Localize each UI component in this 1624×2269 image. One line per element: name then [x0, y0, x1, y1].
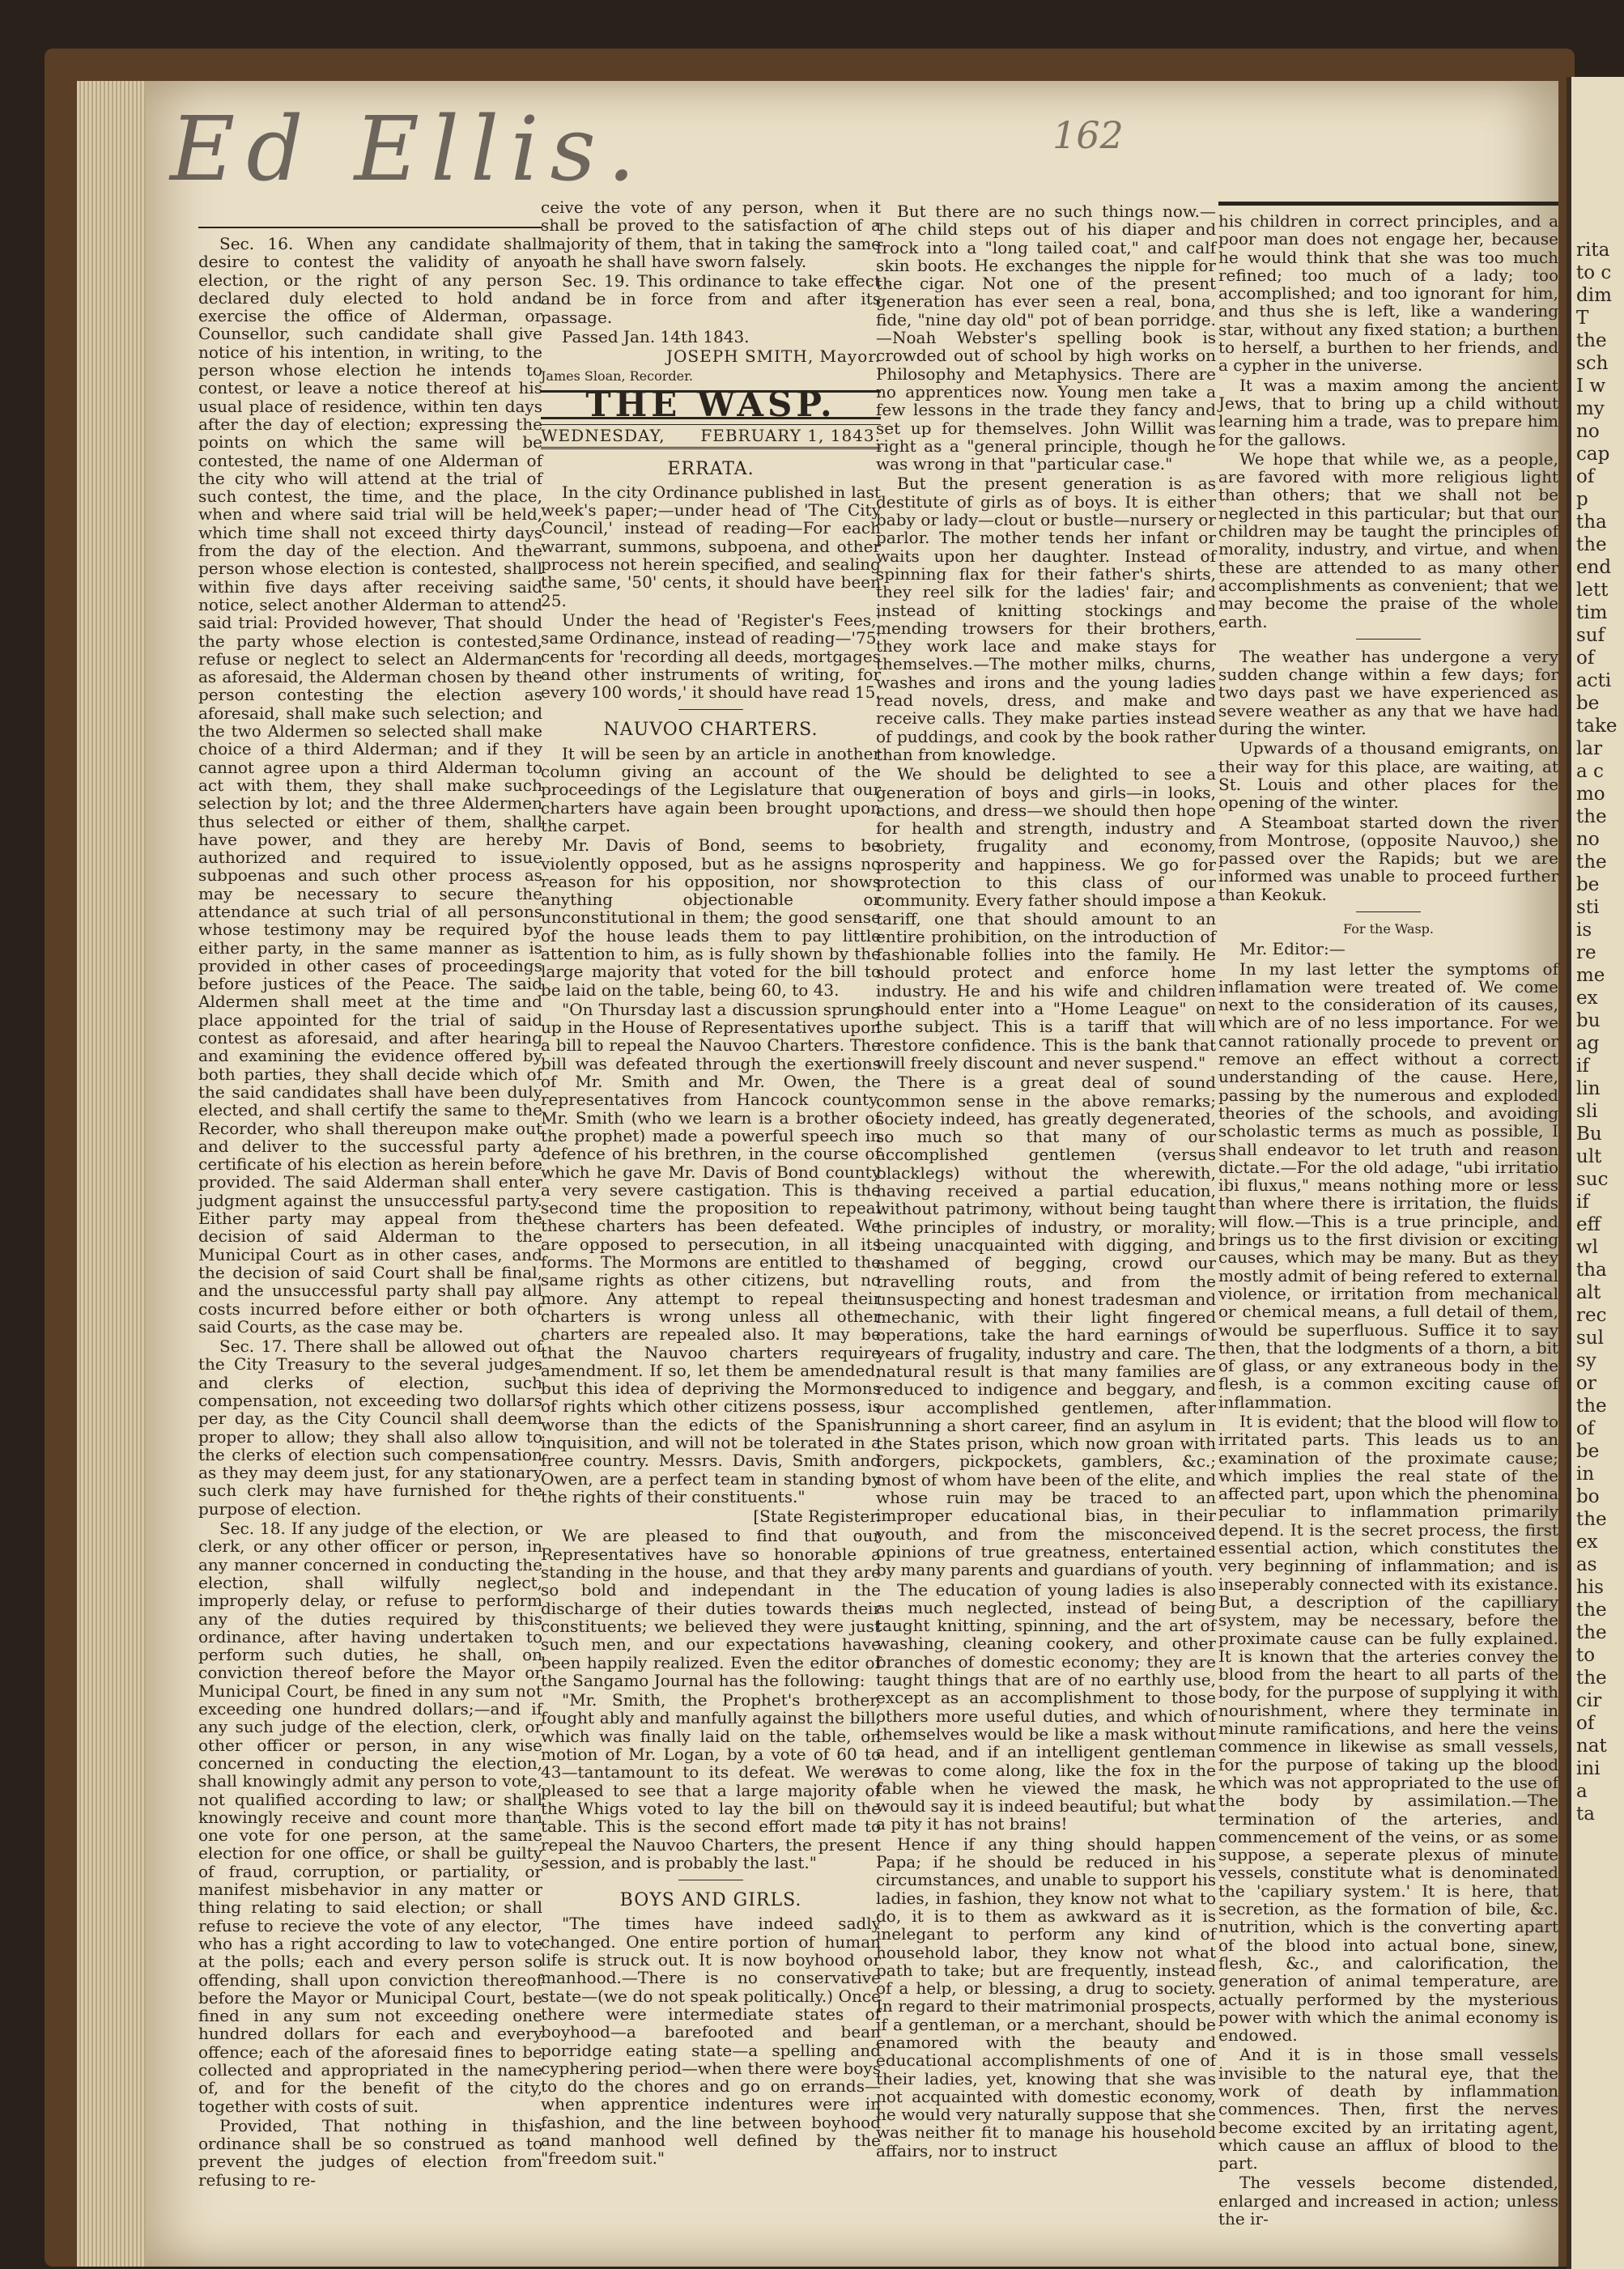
- next-page-fragment-text: tim: [1576, 602, 1608, 623]
- next-page-fragment-text: as: [1576, 1554, 1597, 1575]
- boys-1: "The times have indeed sadly changed. One entire portion of human life is struck out. It is now boyhood or manhood.—There is no conservative state—(we do not speak politically.) Once there were intermediate states of boyhood—a barefooted and bean porridge eating state—a spelling and cyphering period—when there were boys to do the chores and go on errands—when apprentice indentures were in fashion, and the line between boyhood and manhood well defined by the "freedom suit.": [541, 1914, 881, 2169]
- next-page-fragment-text: mo: [1576, 784, 1605, 805]
- next-page-fragment-text: the: [1576, 806, 1607, 827]
- next-page-fragment-text: to c: [1576, 262, 1612, 283]
- next-page-fragment-text: suf: [1576, 625, 1605, 646]
- next-page-fragment-text: his: [1576, 1577, 1604, 1598]
- errata-2: Under the head of 'Register's Fees,' same Ordinance, instead of reading—'75' cents for 'recording all deeds, mortgages and other instruments of writing, for every 100 words,' it should have read 15.: [541, 610, 881, 703]
- next-page-fragment-text: or: [1576, 1373, 1596, 1394]
- charters-1: It will be seen by an article in another column giving an account of the proceedings of the Legislature that our charters have again been brought upon the carpet.: [541, 743, 881, 835]
- dateline-date: FEBRUARY 1, 1843.: [700, 426, 881, 446]
- next-page-fragment-text: ex: [1576, 988, 1598, 1009]
- next-page-fragment-text: of: [1576, 1418, 1595, 1439]
- next-page-fragment-text: the: [1576, 534, 1607, 555]
- recorder-signature: James Sloan, Recorder.: [541, 368, 694, 384]
- charters-2: Mr. Davis of Bond, seems to be violently opposed, but as he assigns no reason for his opposition, nor shows anything objectionable or unconstitutional in them; the good sense of the house leads them to pay little attention to him, as is fully shown by the large majority that voted for the bill to be laid on the table, being 60, to 43.: [541, 835, 881, 1000]
- errata-1: In the city Ordinance published in last week's paper;—under head of 'The City Council,' instead of reading—For each warrant, summons, subpoena, and other process not herein specified, and sealing the same, '50' cents, it should have been 25.: [541, 482, 881, 610]
- page-number: 162: [1052, 113, 1124, 157]
- next-page-fragment-text: sli: [1576, 1101, 1598, 1122]
- next-page-fragment-text: ult: [1576, 1146, 1602, 1167]
- next-page-fragment-text: sy: [1576, 1350, 1596, 1371]
- next-page-fragment-text: bu: [1576, 1010, 1601, 1031]
- next-page-fragment-text: be: [1576, 874, 1600, 895]
- next-page-fragment-text: bo: [1576, 1486, 1600, 1507]
- next-page-fragment-text: suc: [1576, 1169, 1609, 1190]
- handwritten-signature: Ed Ellis.: [170, 97, 647, 201]
- next-page-fragment-text: if: [1576, 1056, 1589, 1077]
- next-page-fragment-text: of: [1576, 1713, 1595, 1734]
- next-page-fragment-text: the: [1576, 1622, 1607, 1643]
- column-4: [1218, 198, 1558, 2229]
- next-page-fragment-text: T: [1576, 308, 1589, 329]
- boys-heading: BOYS AND GIRLS.: [619, 1890, 802, 1911]
- boys-3: But the present generation is as destitute of girls as of boys. It is either baby or lady—clout or bustle—nursery or parlor. The mother tends her infant or waits upon her daughter. Instead of spinning flax for their father's shirts, they reel silk for the ladies' fair; and instead of knitting stockings and mending trowsers for their brothers, they work lace and make stays for themselves.—The mother milks, churns, washes and irons and the young ladies read novels, dress, and make and receive calls. They make parties instead of puddings, and cook by the book rather than from knowledge.: [876, 474, 1216, 764]
- next-page-fragment-text: my: [1576, 398, 1605, 419]
- hope: We hope that while we, as a people, are favored with more religious light than others; that we shall not be neglected in this particular; but that our children may be taught the principles of morality, industry, and virtue, and when these are attended to as many other accomplishments as convenient; that we may become the praise of the whole earth.: [1218, 448, 1558, 631]
- next-page-fragment-text: no: [1576, 421, 1600, 442]
- boys-4: We should be delighted to see a generation of boys and girls—in looks, actions, and dress—we should then hope for health and strength, industry and sobriety, frugality and economy, prosperity and happiness. We go for protection to this class of our community. Every father should impose a tariff, one that should amount to an entire prohibition, on the introduction of fashionable follies into the family. He should protect and enforce home industry. He and his wife and children should enter into a "Home League" on the subject. This is a tariff that will restore confidence. This is the bank that will freely discount and never suspend.": [876, 764, 1216, 1073]
- next-page-fragment-text: alt: [1576, 1282, 1601, 1303]
- next-page-fragment: [1567, 77, 1624, 2269]
- next-page-fragment-text: me: [1576, 965, 1605, 986]
- next-page-fragment-text: to: [1576, 1645, 1596, 1666]
- next-page-fragment-text: lett: [1576, 580, 1609, 601]
- weather-1: The weather has undergone a very sudden change within a few days; for two days past we have experienced as severe weather as any that we have had during the winter.: [1218, 646, 1558, 739]
- next-page-fragment-text: lar: [1576, 738, 1603, 759]
- sec-17: Sec. 17. There shall be allowed out of the City Treasury to the several judges and clerks of election, such compensation, not exceeding two dollars per day, as the City Council shall deem proper to allow; they shall also allow to the clerks of election such compensation as they may deem just, for any stationary such clerk may have furnished for the purpose of election.: [198, 1336, 542, 1519]
- next-page-fragment-text: if: [1576, 1192, 1589, 1213]
- masthead-title: THE WASP.: [585, 384, 836, 424]
- errata-heading: ERRATA.: [667, 458, 755, 479]
- charters-heading: NAUVOO CHARTERS.: [603, 720, 818, 741]
- column-2: [541, 198, 881, 2206]
- next-page-fragment-text: dim: [1576, 285, 1612, 306]
- masthead: [541, 384, 881, 424]
- next-page-fragment-text: the: [1576, 1396, 1607, 1417]
- next-page-fragment-text: rec: [1576, 1305, 1607, 1326]
- charters-4: We are pleased to find that our Representatives have so honorable a standing in the house, and that they are so bold and independant in the discharge of their duties towards their constituents; we believed they were just such men, and our expectations have been happily realized. Even the editor of the Sangamo Journal has the following:: [541, 1526, 881, 1690]
- ordinance-end: ceive the vote of any person, when it shall be proved to the satisfaction of a majority of them, that in taking the same oath he shall have sworn falsely.: [541, 198, 881, 271]
- weather-2: Upwards of a thousand emigrants, on their way for this place, are waiting, at St. Louis and other places for the opening of the winter.: [1218, 738, 1558, 813]
- next-page-fragment-text: Bu: [1576, 1124, 1602, 1145]
- next-page-fragment-text: re: [1576, 942, 1596, 963]
- next-page-fragment-text: ag: [1576, 1033, 1600, 1054]
- charters-3: "On Thursday last a discussion sprung up in the House of Representatives upon a bill to repeal the Nauvoo Charters. The bill was defeated through the exertions of Mr. Smith and Mr. Owen, the representatives from Hancock county. Mr. Smith (who we learn is a brother of the prophet) made a powerful speech in defence of his brethren, in the course of which he gave Mr. Davis of Bond county a very severe castigation. This is the second time the proposition to repeal these charters has been defeated. We are opposed to persecution, in all its forms. The Mormons are entitled to the same rights as other citizens, but no more. Any attempt to repeal their charters is wrong unless all other charters are repealed also. It may be that the Nauvoo charters require amendment. If so, let them be amended; but this idea of depriving the Mormons of rights which other citizens possess, is worse than the edicts of the Spanish inquisition, and will not be tolerated in a free country. Messrs. Davis, Smith and Owen, are a perfect team in standing by the rights of their constituents.": [541, 999, 881, 1506]
- next-page-fragment-text: sch: [1576, 353, 1609, 374]
- next-page-fragment-text: no: [1576, 829, 1600, 850]
- next-page-fragment-text: sti: [1576, 897, 1600, 918]
- next-page-fragment-text: wl: [1576, 1237, 1599, 1258]
- next-page-fragment-text: end: [1576, 557, 1612, 578]
- column-1: [198, 223, 542, 2231]
- next-page-fragment-text: a c: [1576, 761, 1604, 782]
- next-page-fragment-text: take: [1576, 716, 1618, 737]
- next-page-fragment-text: in: [1576, 1464, 1595, 1485]
- letter-4: The vessels become distended, enlarged and increased in action; unless the ir-: [1218, 2173, 1558, 2229]
- next-page-fragment-text: cap: [1576, 444, 1610, 465]
- next-page-fragment-text: I w: [1576, 376, 1606, 397]
- next-page-fragment-text: the: [1576, 1668, 1607, 1689]
- next-page-fragment-text: be: [1576, 1441, 1600, 1462]
- mayor-signature: JOSEPH SMITH, Mayor.: [665, 346, 881, 367]
- boys-6: The education of young ladies is also as much neglected, instead of being taught knitting, spinning, and the art of washing, cleaning cookery, and other branches of domestic economy; they are taught things that are of no earthly use, except as an accomplishment to those others more useful duties, and which of themselves would be like a mask without a head, and if an intelligent gentleman was to come along, like the fox in the fable when he viewed the mask, he would say it is indeed beautiful; but what a pity it has not brains!: [876, 1579, 1216, 1834]
- boys-5: There is a great deal of sound common sense in the above remarks; society indeed, has greatly degenerated, so much so that many of our accomplished gentlemen (versus blacklegs) without the wherewith, having received a partial education, without patrimony, without being taught the principles of industry, or morality; being unacquainted with digging, and ashamed of begging, crowd our travelling routs, and from the unsuspecting and honest tradesman and mechanic, with their light fingered operations, take the hard earnings of years of frugality, industry and care. The natural result is that many families are reduced to indigence and beggary, and our accomplished gentlemen, after running a short career, find an asylum in the States prison, which now groan with forgers, pickpockets, gamblers, &c.; most of whom have been of the elite, and whose ruin may be traced to an improper educational bias, in their youth, and from the misconceived opinions of true greatness, entertained by many parents and guardians of youth.: [876, 1073, 1216, 1580]
- boys-2: But there are no such things now.—The child steps out of his diaper and frock into a "long tailed coat," and calf skin boots. He exchanges the nipple for the cigar. Not one of the present generation has ever seen a real, bona, fide, "nine day old" pot of bean porridge.—Noah Webster's spelling book is crowded out of school by high works on Philosophy and Metaphysics. There are no apprentices now. Young men take a few lessons in the trade they fancy and set up for themselves. John Willit was right as a "general principle, though he was wrong in that "particular case.": [876, 202, 1216, 474]
- charters-5: "Mr. Smith, the Prophet's brother, fought ably and manfully against the bill, which was finally laid on the table, on motion of Mr. Logan, by a vote of 60 to 43—tantamount to its defeat. We were pleased to see that a large majority of the Whigs voted to lay the bill on the table. This is the second effort made to repeal the Nauvoo Charters, the present session, and is probably the last.": [541, 1690, 881, 1872]
- next-page-fragment-text: tha: [1576, 512, 1607, 533]
- next-page-fragment-text: the: [1576, 1600, 1607, 1621]
- next-page-fragment-text: is: [1576, 920, 1592, 941]
- next-page-fragment-text: lin: [1576, 1078, 1601, 1099]
- letter-heading: For the Wasp.: [1342, 920, 1434, 937]
- maxim: It was a maxim among the ancient Jews, that to bring up a child without learning him a trade, was to prepare him for the gallows.: [1218, 375, 1558, 449]
- sec-19: Sec. 19. This ordinance to take effect and be in force from and after its passage.: [541, 271, 881, 327]
- next-page-fragment-text: eff: [1576, 1214, 1601, 1235]
- next-page-fragment-text: be: [1576, 693, 1600, 714]
- next-page-fragment-text: rita: [1576, 240, 1610, 261]
- girls-cont: his children in correct principles, and a poor man does not engage her, because he would think that she was too much refined; too much of a lady; too accomplished; and too ignorant for him, and thus she is left, like a wandering star, without any fixed station; a burthen to herself, a burthen to her friends, and a cypher in the universe.: [1218, 211, 1558, 376]
- next-page-fragment-text: ta: [1576, 1804, 1595, 1825]
- next-page-fragment-text: nat: [1576, 1736, 1607, 1757]
- next-page-fragment-text: cir: [1576, 1690, 1602, 1711]
- proviso: Provided, That nothing in this ordinance shall be so construed as to prevent the judges of election from refusing to re-: [198, 2115, 542, 2190]
- letter-2: It is evident; that the blood will flow to irritated parts. This leads us to an examination of the proximate cause; which implies the real state of the affected part, upon which the phenomina peculiar to inflammation primarily depend. It is the secret process, the first essential action, which constitutes the very beginning of inflammation; and is inseperably connected with its existance. But, a description of the capilliary system, may be necessary, before the proximate cause can be fully explained. It is known that the arteries convey the blood from the heart to all parts of the body, for the purpose of supplying it with nourishment, where they terminate in minute ramifications, and here the veins commence in likewise as small vessels, for the purpose of taking up the blood which was not appropriated to the use of the body by assimilation.—The termination of the arteries, and commencement of the veins, or as some suppose, a seperate plexus of minute vessels, constitute what is denominated the 'capiliary system.' It is here, that secretion, as the formation of bile, &c. nutrition, which is the converting apart of the blood into actual bone, sinew, flesh, &c., and calorification, the generation of animal temperature, are actually performed by the mysterious power with which the animal economy is endowed.: [1218, 1412, 1558, 2046]
- next-page-fragment-text: of: [1576, 466, 1595, 487]
- next-page-fragment-text: tha: [1576, 1260, 1607, 1281]
- sec-18: Sec. 18. If any judge of the election, or clerk, or any other officer or person, in any manner concerned in conducting the election, shall wilfully neglect, improperly delay, or refuse to perform any of the duties required by this ordinance, after having undertaken to perform such duties, he shall, on conviction thereof before the Mayor or Municipal Court, be fined in any sum not exceeding one hundred dollars;—and if any such judge of the election, clerk, or other officer or person, in any wise concerned in conducting the election, shall knowingly admit any person to vote, not qualified according to law; or shall knowingly receive and count more than one vote for one person, at the same election for one office, or shall be guilty of fraud, corruption, or partiality, or manifest misbehavior in any matter or thing relating to said election; or shall refuse to recieve the vote of any elector, who has a right according to law to vote at the polls; each and every person so offending, shall upon conviction thereof before the Mayor or Municipal Court, be fined in any sum not exceeding one hundred dollars for each and every offence; each of the aforesaid fines to be collected and appropriated in the name of, and for the benefit of the city, together with costs of suit.: [198, 1519, 542, 2116]
- next-page-fragment-text: sul: [1576, 1328, 1604, 1349]
- dateline: [541, 424, 881, 448]
- passed-date: Passed Jan. 14th 1843.: [562, 327, 750, 347]
- next-page-fragment-text: of: [1576, 648, 1595, 669]
- next-page-fragment-text: ex: [1576, 1532, 1598, 1553]
- next-page-fragment-text: ini: [1576, 1758, 1601, 1779]
- next-page-fragment-text: the: [1576, 1509, 1607, 1530]
- letter-1: In my last letter the symptoms of inflamation were treated of. We come next to the consideration of its causes, which are of no less importance. For we cannot rationally procede to prevent or remove an effect without a correct understanding of the cause. Here, passing by the numerous and exploded theories of the schools, and avoiding scholastic terms as much as possible, I shall endeavor to let truth and reason dictate.—For the old adage, "ubi irritatio ibi fluxus," means nothing more or less than where there is irritation, the fluids will flow.—This is a true principle, and brings us to the first division or exciting causes, which may be many. But as they mostly admit of being refered to external violence, or irritation from mechanical or chemical means, a full detail of them, would be superfluous. Suffice it to say then, that the lodgments of a thorn, a bit of glass, or any extraneous body in the flesh, is a common exciting cause of inflammation.: [1218, 958, 1558, 1412]
- next-page-fragment-text: p: [1576, 489, 1588, 510]
- next-page-fragment-text: the: [1576, 852, 1607, 873]
- boys-7: Hence if any thing should happen Papa; if he should be reduced in his circumstances, and unable to support his ladies, in fashion, they know not what to do, it is to them as awkward as it is inelegant to perform any kind of household labor, they know not what path to take; but are frequently, instead of a help, or blessing, a drug to society. In regard to their matrimonial prospects, if a gentleman, or a merchant, should be enamored with the beauty and educational accomplishments of one of their ladies, yet, knowing that she was not acquainted with domestic economy, he would very naturally suppose that she was neither fit to manage his household affairs, nor to instruct: [876, 1833, 1216, 2161]
- next-page-fragment-text: acti: [1576, 670, 1612, 691]
- dateline-day: WEDNESDAY,: [541, 426, 665, 446]
- next-page-fragment-text: a: [1576, 1781, 1588, 1802]
- column-3: [876, 202, 1216, 2210]
- sec-16: Sec. 16. When any candidate shall desire to contest the validity of any election, or the right of any person declared duly elected to hold and exercise the office of Alderman, or Counsellor, such candidate shall give notice of his intention, in writing, to the person whose election he intends to contest, or leave a notice thereof at his usual place of residence, within ten days after the day of election; expressing the points on which the same will be contested, the name of one Alderman of the city who will attend at the trial of such contest, the time, and the place, when and where said trial will be held, which time shall not exceed thirty days from the day of the election. And the person whose election is contested, shall within five days after receiving said notice, select another Alderman to attend said trial: Provided however, That should the party whose election is contested, refuse or neglect to select an Alderman as aforesaid, the Alderman chosen by the person contesting the election as aforesaid, shall make such selection; and the two Aldermen so selected shall make choice of a third Alderman; and if they cannot agree upon a third Alderman to act with them, they shall make such selection by lot; and the three Aldermen thus selected or either of them, shall have power, and they are hereby authorized and required to issue subpoenas and such other process as may be necessary to secure the attendance at such trial of all persons whose testimony may be required by either party, in the same manner as is provided in other cases of proceedings before justices of the Peace. The said Aldermen shall meet at the time and place appointed for the trial of said contest as aforesaid, and after hearing and examining the evidence offered by both parties, they shall decide which of the said candidates shall have been duly elected, and shall certify the same to the Recorder, who shall thereupon make out and deliver to the successful party a certificate of his election as herein before provided. The said Alderman shall enter judgment against the unsuccessful party. Either party may appeal from the decision of said Alderman to the Municipal Court as in other cases, and the decision of said Court shall be final, and the unsuccessful party shall pay all costs incurred before either or both of said Courts, as the case may be.: [198, 234, 542, 1336]
- weather-3: A Steamboat started down the river from Montrose, (opposite Nauvoo,) she passed over the Rapids; but we are informed was unable to proceed further than Keokuk.: [1218, 812, 1558, 904]
- next-page-fragment-text: the: [1576, 330, 1607, 351]
- salutation: Mr. Editor:—: [1239, 939, 1346, 959]
- letter-3: And it is in those small vessels invisible to the natural eye, that the work of death by inflammation commences. Then, first the nerves become excited by an irritating agent, which cause an afflux of blood to the part.: [1218, 2045, 1558, 2173]
- source-credit: [State Register.: [753, 1506, 881, 1527]
